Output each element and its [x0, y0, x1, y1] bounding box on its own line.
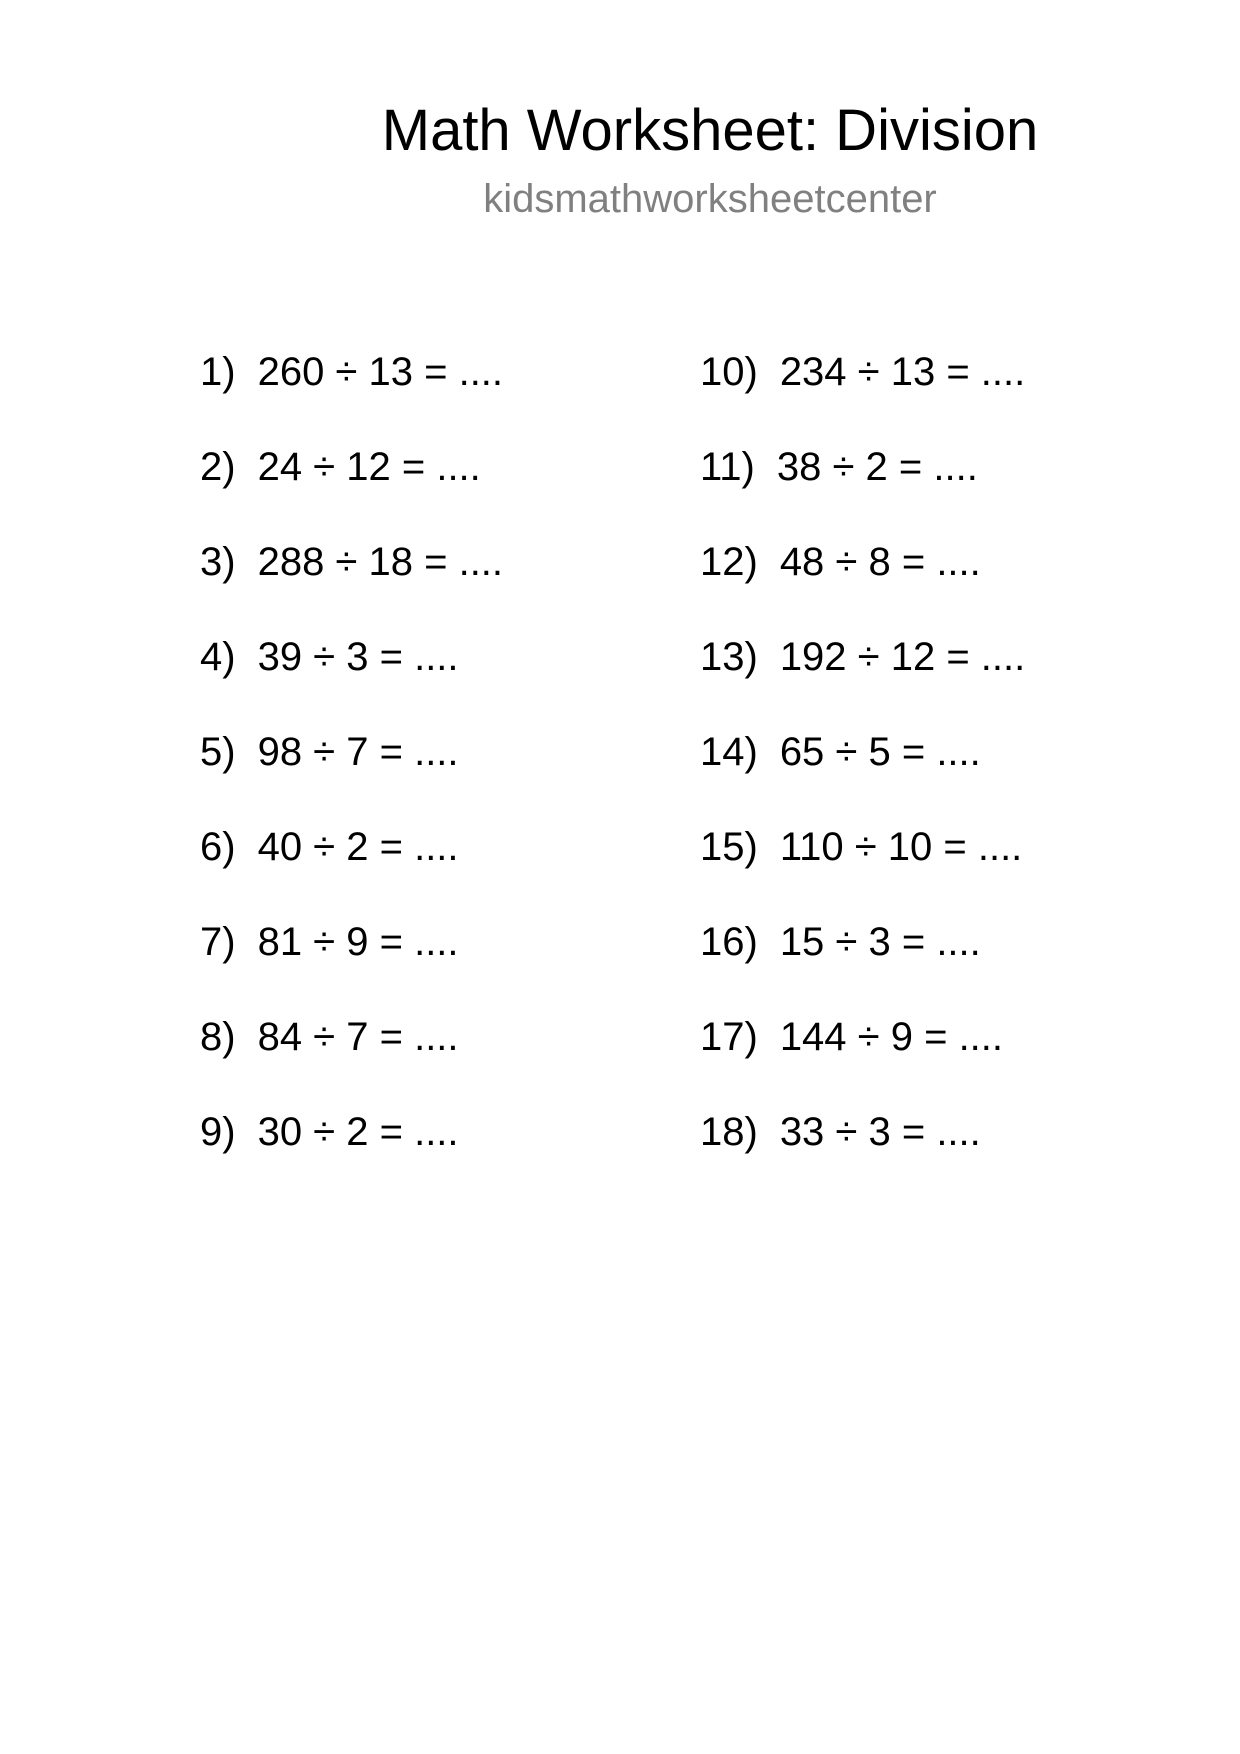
problem-item — [200, 728, 503, 823]
problem-item — [200, 918, 503, 1013]
problem-number: 9) — [200, 1110, 236, 1154]
problem-number: 6) — [200, 825, 236, 869]
problem-expression: 260 ÷ 13 = .... — [257, 350, 504, 394]
problem-item — [700, 728, 1025, 823]
problem-number: 5) — [200, 730, 236, 774]
problem-item — [700, 538, 1025, 633]
problem-number: 17) — [700, 1015, 758, 1059]
problem-number: 4) — [200, 635, 236, 679]
problem-expression: 40 ÷ 2 = .... — [257, 825, 459, 869]
problem-expression: 192 ÷ 12 = .... — [779, 635, 1026, 679]
problem-expression: 234 ÷ 13 = .... — [779, 350, 1026, 394]
problem-number: 18) — [700, 1110, 758, 1154]
problem-expression: 30 ÷ 2 = .... — [257, 1110, 459, 1154]
problems-column-right — [700, 348, 1025, 1203]
problem-item — [700, 348, 1025, 443]
problem-expression: 84 ÷ 7 = .... — [257, 1015, 459, 1059]
problem-number: 12) — [700, 540, 758, 584]
problem-item — [700, 1108, 1025, 1203]
problem-number: 7) — [200, 920, 236, 964]
problem-expression: 48 ÷ 8 = .... — [779, 540, 981, 584]
problem-item — [200, 443, 503, 538]
problem-item — [200, 633, 503, 728]
problem-expression: 38 ÷ 2 = .... — [776, 445, 978, 489]
problem-item — [200, 1013, 503, 1108]
problem-number: 10) — [700, 350, 758, 394]
problem-number: 3) — [200, 540, 236, 584]
problem-item — [700, 823, 1025, 918]
problem-number: 1) — [200, 350, 236, 394]
problem-expression: 98 ÷ 7 = .... — [257, 730, 459, 774]
problems-column-left — [200, 348, 503, 1203]
problem-expression: 81 ÷ 9 = .... — [257, 920, 459, 964]
problem-number: 16) — [700, 920, 758, 964]
problem-expression: 33 ÷ 3 = .... — [779, 1110, 981, 1154]
problem-number: 15) — [700, 825, 758, 869]
worksheet-header — [370, 96, 1050, 222]
problem-item — [700, 633, 1025, 728]
page-title: Math Worksheet: Division — [381, 98, 1039, 163]
problem-expression: 15 ÷ 3 = .... — [779, 920, 981, 964]
problem-item — [200, 538, 503, 633]
problem-item — [200, 823, 503, 918]
problem-item — [700, 1013, 1025, 1108]
problem-expression: 288 ÷ 18 = .... — [257, 540, 504, 584]
problem-expression: 39 ÷ 3 = .... — [257, 635, 459, 679]
problem-item — [200, 1108, 503, 1203]
problem-number: 14) — [700, 730, 758, 774]
problem-item — [200, 348, 503, 443]
problem-number: 11) — [700, 445, 755, 489]
problem-expression: 65 ÷ 5 = .... — [779, 730, 981, 774]
problem-expression: 110 ÷ 10 = .... — [779, 825, 1023, 869]
problem-item — [700, 443, 1025, 538]
problem-number: 8) — [200, 1015, 236, 1059]
page-subtitle: kidsmathworksheetcenter — [483, 177, 937, 221]
problem-expression: 24 ÷ 12 = .... — [257, 445, 481, 489]
problem-item — [700, 918, 1025, 1013]
problem-number: 2) — [200, 445, 236, 489]
problem-expression: 144 ÷ 9 = .... — [779, 1015, 1004, 1059]
problem-number: 13) — [700, 635, 758, 679]
